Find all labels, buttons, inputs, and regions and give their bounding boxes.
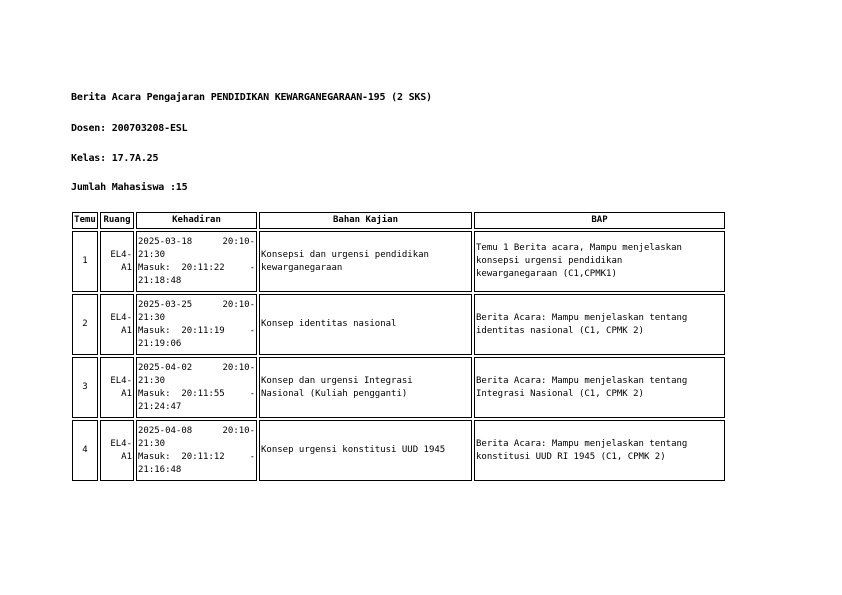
bap-text: Berita Acara: Mampu menjelaskan tentang [476, 438, 688, 449]
column-header-bahan-kajian: Bahan Kajian [259, 212, 472, 229]
cell-kehadiran [136, 231, 257, 292]
cell-ruang [100, 294, 134, 355]
session-date: 2025-03-25 [138, 299, 193, 310]
room-text: A1 [121, 262, 132, 273]
session-start-time: 20:10- [222, 362, 255, 373]
column-header-ruang: Ruang [100, 212, 134, 229]
cell-ruang [100, 231, 134, 292]
bap-text: identitas nasional (C1, CPMK 2) [476, 325, 644, 336]
topic-text: Konsep dan urgensi Integrasi [261, 375, 413, 386]
column-header-bap: BAP [474, 212, 725, 229]
check-in-label: Masuk: [138, 262, 171, 273]
check-in-group [138, 262, 225, 275]
topic-text: kewarganegaraan [261, 262, 343, 273]
session-end-time: 21:30 [138, 438, 166, 449]
bap-text: konsepsi urgensi pendidikan [476, 256, 623, 266]
check-in-time: 20:11:55 [181, 388, 225, 399]
room-text: A1 [121, 325, 132, 336]
check-out-time: 21:19:06 [138, 338, 182, 349]
column-header-kehadiran: Kehadiran [136, 212, 257, 229]
time-dash: - [249, 388, 255, 399]
check-in-label: Masuk: [138, 451, 171, 462]
cell-temu: 1 [72, 231, 98, 292]
session-end-time: 21:30 [138, 312, 166, 323]
check-out-time: 21:24:47 [138, 401, 182, 412]
session-date: 2025-04-08 [138, 425, 193, 436]
cell-bahan-kajian [259, 294, 472, 355]
session-start-time: 20:10- [222, 299, 255, 310]
topic-text: Konsepsi dan urgensi pendidikan [261, 249, 429, 260]
cell-bap [474, 420, 725, 481]
check-in-time: 20:11:22 [181, 262, 225, 273]
cell-bap [474, 294, 725, 355]
bap-text: kewarganegaraan (C1,CPMK1) [476, 269, 617, 279]
cell-bap [474, 357, 725, 418]
check-in-time: 20:11:19 [181, 325, 225, 336]
cell-bahan-kajian [259, 357, 472, 418]
document-title: Berita Acara Pengajaran PENDIDIKAN KEWARGANEGARAAN-195 (2 SKS) [71, 92, 432, 103]
spacer [171, 263, 182, 273]
check-in-line [138, 262, 255, 275]
cell-bap [474, 231, 725, 292]
cell-bahan-kajian [259, 420, 472, 481]
check-in-line [138, 451, 255, 464]
session-end-time: 21:30 [138, 375, 166, 386]
bap-text: Berita Acara: Mampu menjelaskan tentang [476, 312, 688, 323]
bap-text: Berita Acara: Mampu menjelaskan tentang [476, 375, 688, 386]
cell-temu: 3 [72, 357, 98, 418]
session-date: 2025-04-02 [138, 362, 193, 373]
schedule-line [138, 299, 255, 312]
session-date: 2025-03-18 [138, 236, 193, 247]
cell-kehadiran [136, 420, 257, 481]
table-header-row [72, 212, 725, 229]
session-start-time: 20:10- [222, 425, 255, 436]
cell-temu: 4 [72, 420, 98, 481]
check-in-group [138, 451, 225, 464]
spacer [171, 452, 182, 462]
room-text: EL4- [110, 375, 132, 386]
check-in-group [138, 325, 225, 338]
topic-text: Konsep identitas nasional [261, 319, 397, 329]
session-start-time: 20:10- [222, 236, 255, 247]
schedule-line [138, 236, 255, 249]
check-in-line [138, 388, 255, 401]
attendance-table [70, 210, 727, 483]
check-out-time: 21:18:48 [138, 275, 182, 286]
room-text: A1 [121, 451, 132, 462]
column-header-temu: Temu [72, 212, 98, 229]
student-count-line: Jumlah Mahasiswa :15 [71, 182, 188, 193]
check-in-label: Masuk: [138, 388, 171, 399]
table-row [72, 420, 725, 481]
time-dash: - [249, 262, 255, 273]
check-in-group [138, 388, 225, 401]
topic-text: Konsep urgensi konstitusi UUD 1945 [261, 445, 446, 455]
check-in-line [138, 325, 255, 338]
schedule-line [138, 425, 255, 438]
lecturer-line: Dosen: 200703208-ESL [71, 123, 188, 134]
cell-ruang [100, 420, 134, 481]
check-in-label: Masuk: [138, 325, 171, 336]
room-text: A1 [121, 388, 132, 399]
room-text: EL4- [110, 438, 132, 449]
spacer [171, 326, 182, 336]
bap-text: Temu 1 Berita acara, Mampu menjelaskan [476, 243, 682, 253]
cell-ruang [100, 357, 134, 418]
cell-kehadiran [136, 357, 257, 418]
check-in-time: 20:11:12 [181, 451, 225, 462]
bap-text: konstitusi UUD RI 1945 (C1, CPMK 2) [476, 451, 666, 462]
cell-temu: 2 [72, 294, 98, 355]
session-end-time: 21:30 [138, 249, 166, 260]
check-out-time: 21:16:48 [138, 464, 182, 475]
bap-text: Integrasi Nasional (C1, CPMK 2) [476, 388, 644, 399]
topic-text: Nasional (Kuliah pengganti) [261, 388, 408, 399]
schedule-line [138, 362, 255, 375]
table-row [72, 357, 725, 418]
cell-kehadiran [136, 294, 257, 355]
class-line: Kelas: 17.7A.25 [71, 153, 159, 164]
time-dash: - [249, 325, 255, 336]
room-text: EL4- [110, 249, 132, 260]
spacer [171, 389, 182, 399]
table-row [72, 294, 725, 355]
time-dash: - [249, 451, 255, 462]
table-row [72, 231, 725, 292]
room-text: EL4- [110, 312, 132, 323]
cell-bahan-kajian [259, 231, 472, 292]
